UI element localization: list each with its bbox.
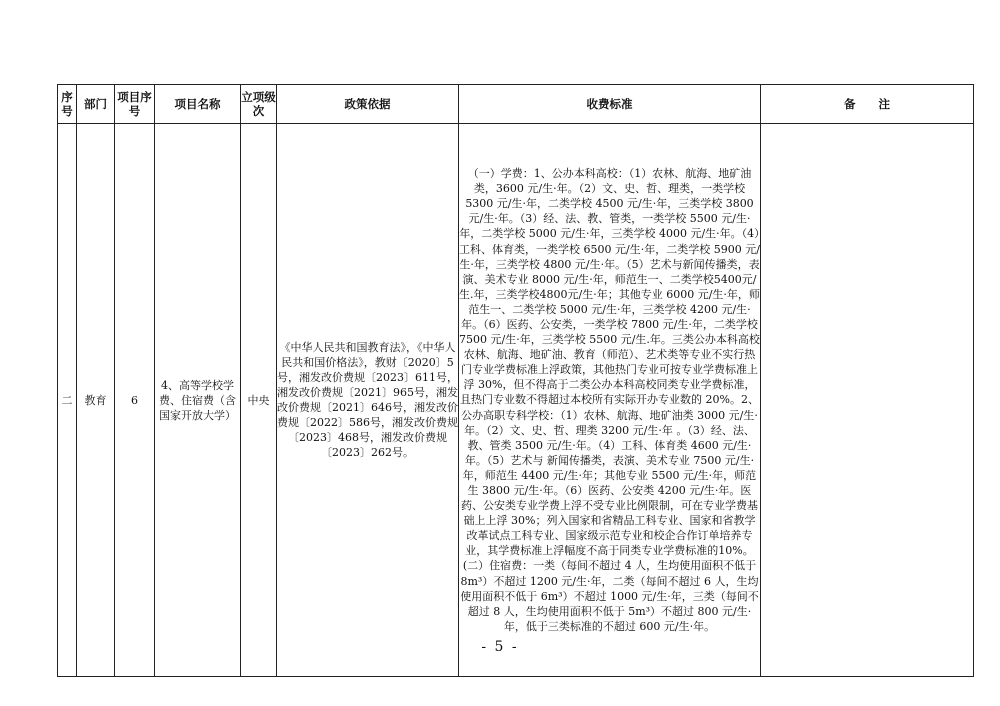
header-seq: 序号 [58,85,77,124]
cell-seq: 二 [58,124,77,677]
header-item-seq: 项目序号 [115,85,155,124]
cell-remark [761,124,974,677]
header-item-name: 项目名称 [155,85,241,124]
fee-housing-text: (二）住宿费：一类（每间不超过 4 人，生均使用面积不低于 8m³）不超过 1200 元/生·年，二类（每间不超过 6 人，生均使用面积不低于 6m³）不超过 1000 元/生·年，三类（每间不超过 8 人，生均使用面积不低于 5m³）不超过 800 元/生·年，低于三类标准的不超过 600 元/生·年。 [460,559,760,633]
table-header-row [58,85,974,124]
cell-item-seq: 6 [115,124,155,677]
table-row [58,124,974,677]
fee-standard-table [57,84,974,677]
header-remark: 备 注 [761,85,974,124]
header-dept: 部门 [77,85,115,124]
cell-item-name: 4、高等学校学费、住宿费（含国家开放大学） [155,124,241,677]
cell-level: 中央 [241,124,277,677]
cell-dept: 教育 [77,124,115,677]
cell-fee-standard [459,124,761,677]
header-level: 立项级次 [241,85,277,124]
page-number: - 5 - [481,639,519,655]
header-policy: 政策依据 [277,85,459,124]
header-fee-standard: 收费标准 [459,85,761,124]
fee-tuition-text: （一）学费：1、公办本科高校：（1）农林、航海、地矿油类，3600 元/生·年。（2）文、史、哲、理类，一类学校 5300 元/生·年，二类学校 4500 元/生·年，三类学校 3800 元/生·年。（3）经、法、教、管类，一类学校 5500 元/生·年，二类学校 5000 元/生·年，三类学校 4000 元/生·年。（4）工科、体育类，一类学校 6500 元/生·年，二类学校 5900 元/生·年，三类学校 4800 元/生·年。（5）艺术与新闻传播类，表演、美术专业 8000 元/生·年，师范生一、二类学校5400元/生.年，三类学校4800元/生·年；其他专业 6000 元/生·年，师范生一、二类学校 5000 元/生·年，三类学校 4200 元/生·年。（6）医药、公安类，一类学校 7800 元/生·年，二类学校 7500 元/生·年，三类学校 5500 元/生.年。三类公办本科高校农林、航海、地矿油、教育（师范）、艺术类等专业不实行热门专业学费标准上浮政策，其他热门专业可按专业学费标准上浮 30%，但不得高于二类公办本科高校同类专业学费标准，且热门专业数不得超过本校所有实际开办专业数的 20%。2、公办高职专科学校：（1）农林、航海、地矿油类 3000 元/生·年。（2）文、史、哲、理类 3200 元/生·年 。（3）经、法、教、管类 3500 元/生·年。（4）工科、体育类 4600 元/生·年。（5）艺术与 新闻传播类，表演、美术专业 7500 元/生·年，师范生 4400 元/生·年；其他专业 5500 元/生·年，师范生 3800 元/生·年。（6）医药、公安类 4200 元/生·年。医药、公安类专业学费上浮不受专业比例限制，可在专业学费基础上上浮 30%；列入国家和省精品工科专业、国家和省教学改革试点工科专业、国家级示范专业和校企合作订单培养专业，其学费标准上浮幅度不高于同类专业学费标准的10%。 [459,167,762,558]
cell-policy: 《中华人民共和国教育法》，《中华人民共和国价格法》，教财〔2020〕5号，湘发改价费规〔2023〕611号，湘发改价费规〔2021〕965号，湘发改价费规〔2021〕646号，湘发改价费规〔2022〕586号，湘发改价费规〔2023〕468号，湘发改价费规〔2023〕262号。 [277,124,459,677]
